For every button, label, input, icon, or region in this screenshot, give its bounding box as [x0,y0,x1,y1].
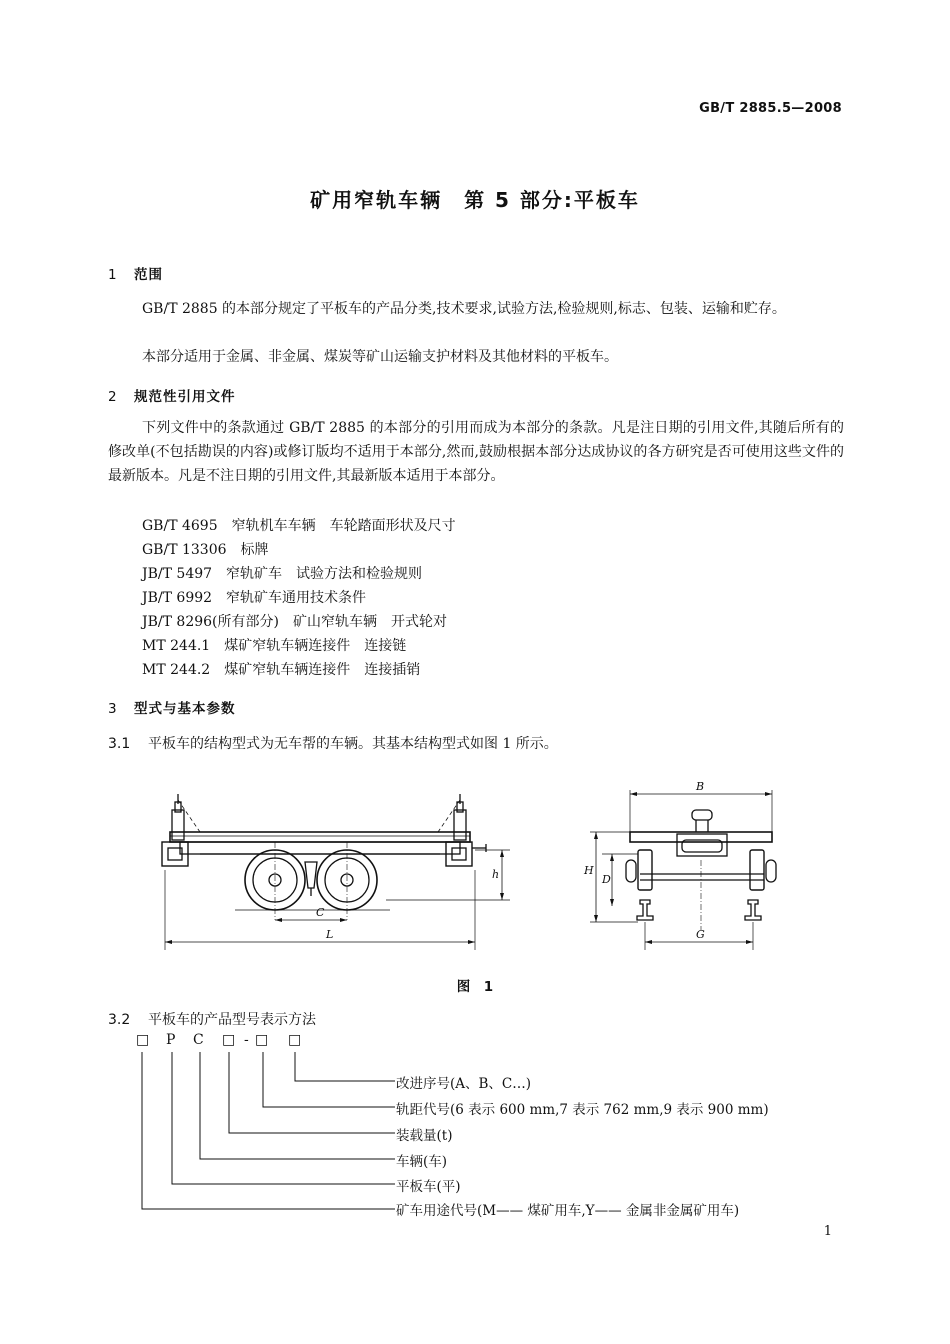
section-number: 3 [108,701,118,717]
reference-item: JB/T 5497 窄轨矿车 试验方法和检验规则 [142,566,423,582]
dimension-label-L: L [326,928,334,941]
section-1-paragraph-2: 本部分适用于金属、非金属、煤炭等矿山运输支护材料及其他材料的平板车。 [142,349,618,365]
reference-item: JB/T 6992 窄轨矿车通用技术条件 [142,590,367,606]
code-letter-c: C [193,1032,204,1048]
legend-revision: 改进序号(A、B、C…) [396,1076,532,1092]
code-box-gauge: □ [255,1032,269,1048]
figure-1-drawing [140,770,800,965]
section-title: 范围 [134,267,163,283]
legend-flatcar: 平板车(平) [396,1179,461,1195]
page-number: 1 [823,1224,832,1239]
document-title: 矿用窄轨车辆 第 5 部分:平板车 [310,188,640,212]
code-letter-p: P [166,1032,176,1048]
legend-usage: 矿车用途代号(M—— 煤矿用车,Y—— 金属非金属矿用车) [396,1203,740,1219]
clause-text: 平板车的产品型号表示方法 [148,1012,316,1028]
dimension-label-D: D [602,873,611,886]
dimension-label-B: B [696,780,705,793]
reference-item: GB/T 13306 标牌 [142,542,269,558]
end-view [583,780,776,950]
clause-3-2 [108,1008,316,1032]
dimension-label-C: C [316,906,325,919]
code-box-usage: □ [136,1032,150,1048]
section-1-heading [108,263,163,283]
dimension-label-G: G [696,928,705,941]
code-leader-lines [130,1048,400,1213]
dimension-label-h: h [492,868,500,881]
reference-item: MT 244.1 煤矿窄轨车辆连接件 连接链 [142,638,407,654]
section-2-heading [108,385,236,405]
section-3-heading [108,697,236,717]
clause-number: 3.1 [108,736,131,752]
legend-vehicle: 车辆(车) [396,1154,448,1170]
section-title: 型式与基本参数 [134,701,236,717]
reference-item: JB/T 8296(所有部分) 矿山窄轨车辆 开式轮对 [142,614,447,630]
reference-item: GB/T 4695 窄轨机车车辆 车轮踏面形状及尺寸 [142,518,456,534]
standard-number: GB/T 2885.5—2008 [699,101,842,116]
code-box-capacity: □ [222,1032,236,1048]
clause-text: 平板车的结构型式为无车帮的车辆。其基本结构型式如图 1 所示。 [148,736,558,752]
legend-gauge: 轨距代号(6 表示 600 mm,7 表示 762 mm,9 表示 900 mm) [396,1102,769,1118]
clause-3-1 [108,732,558,756]
code-box-revision: □ [288,1032,302,1048]
section-title: 规范性引用文件 [134,389,236,405]
reference-item: MT 244.2 煤矿窄轨车辆连接件 连接插销 [142,662,421,678]
section-number: 2 [108,389,118,405]
section-number: 1 [108,267,118,283]
section-2-paragraph: 下列文件中的条款通过 GB/T 2885 的本部分的引用而成为本部分的条款。凡是注日期的引用文件,其随后所有的修改单(不包括勘误的内容)或修订版均不适用于本部分,然而,鼓励根据本部分达成协议的各方研究是否可使用这些文件的最新版本。凡是不注日期的引用文件,其最新版本适用于本部分。 [108,420,844,484]
code-dash: - [244,1032,249,1048]
dimension-label-H: H [584,864,594,877]
section-1-paragraph-1: GB/T 2885 的本部分规定了平板车的产品分类,技术要求,试验方法,检验规则,标志、包装、运输和贮存。 [142,301,786,317]
clause-number: 3.2 [108,1012,131,1028]
legend-capacity: 装载量(t) [396,1128,453,1144]
figure-caption: 图 1 [456,979,494,995]
side-view [162,794,510,950]
